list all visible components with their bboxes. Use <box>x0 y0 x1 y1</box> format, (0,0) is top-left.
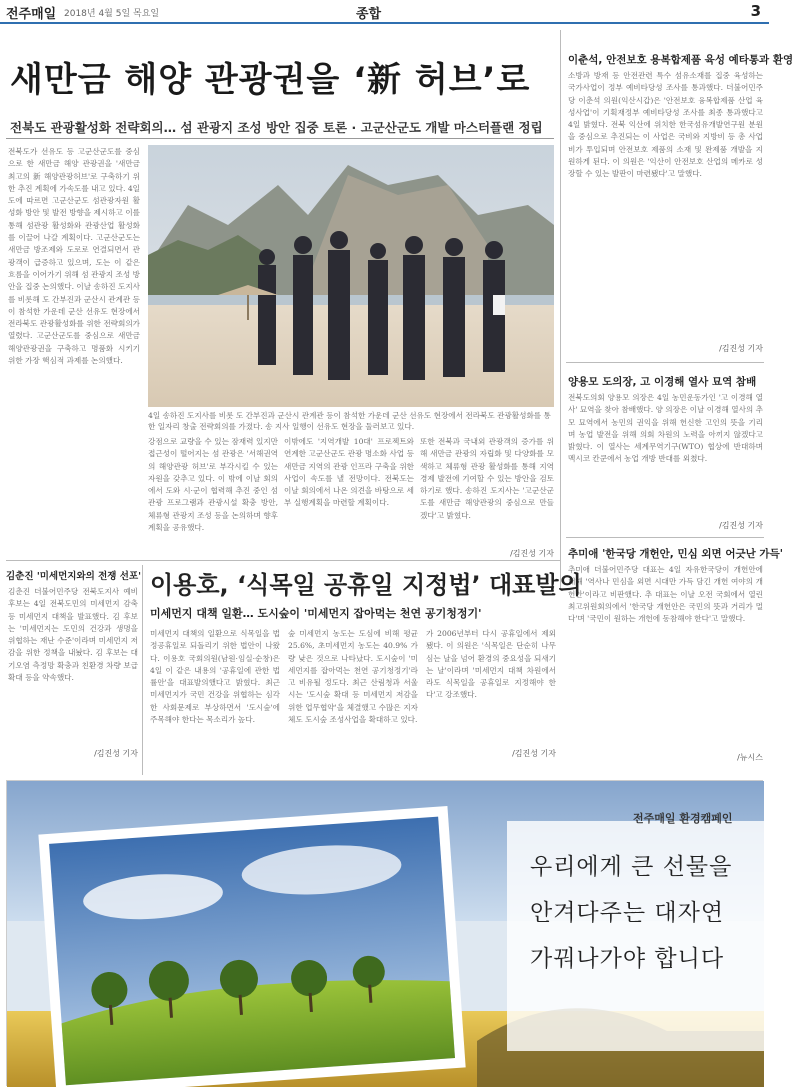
photo-scene <box>148 145 554 407</box>
photo-caption: 4일 송하진 도지사를 비롯 도 간부진과 군산시 관계관 등이 참석한 가운데 군산 선유도 현장에서 전라북도 관광활성화를 통한 일자리 창출 전략회의를 가졌다. 송 지사 일행이 선유도 현장을 둘러보고 있다. <box>148 411 551 431</box>
second-byline: /김진성 기자 <box>512 749 556 758</box>
second-headline: 이용호, ‘식목일 공휴일 지정법’ 대표발의 <box>150 571 582 599</box>
right-story3-headline: 추미애 '한국당 개헌안, 민심 외면 어긋난 가득' <box>568 548 783 560</box>
main-headline: 새만금 해양 관광권을 ‘新 허브’로 <box>10 60 531 100</box>
divider <box>566 537 764 538</box>
ad-campaign-title: 전주매일 환경캠페인 <box>633 812 733 825</box>
ad-artwork <box>7 781 764 1087</box>
second-body-col1: 미세먼지 대책의 일환으로 식목일을 법정공휴일로 되돌리기 위한 법안이 나왔다. 이용호 국회의원(남원·임실·순창)은 4일 이 같은 내용의 '공휴일에 관한 법률안'을 대표발의했다고 밝혔다. 최근 미세먼지가 국민 건강을 위협하는 심각한 사회문제로 부상하면서 '도시숲'에 주목해야 한다는 목소리가 높다. <box>150 629 280 725</box>
column-divider <box>142 565 143 775</box>
masthead: 전주매일 <box>6 7 57 22</box>
main-subheadline: 전북도 관광활성화 전략회의… 섬 관광지 조성 방안 집중 토론 · 고군산군도 개발 마스터플랜 정립 <box>10 120 543 135</box>
second-subheadline: 미세먼지 대책 일환… 도시숲이 '미세먼지 잡아먹는 천연 공기청정기' <box>150 607 482 620</box>
dateline: 2018년 4월 5일 목요일 <box>64 9 160 19</box>
right-story3-byline: /뉴시스 <box>737 753 763 762</box>
section-title: 종합 <box>356 7 382 22</box>
main-photo <box>148 145 554 407</box>
divider <box>566 362 764 363</box>
second-body-col2: 숲 미세먼지 농도는 도심에 비해 평균 25.6%, 초미세먼지 농도는 40.9% 가량 낮은 것으로 나타났다. 도시숲이 '미세먼지를 잡아먹는 천연 공기청정기'라고 비유될 정도다. 최근 산림청과 서울시는 '도시숲 확대 등 미세먼지 저감을 위한 업무협약'을 체결했고 수많은 지자체도 도시숲 조성사업을 확대하고 있다. <box>288 629 418 725</box>
right-story2-body: 전북도의회 양용모 의장은 4일 농민운동가인 '고 이경해 열사' 묘역을 찾아 참배했다. 양 의장은 이날 이경해 열사의 추모 묘역에서 농민의 권익을 위해 헌신한 고인의 뜻을 기리며 농업 발전을 위해 의회 차원의 노력을 아끼지 않겠다고 밝혔다. 이 열사는 세계무역기구(WTO) 협상에 반대하며 멕시코 칸쿤에서 농업 개방 반대를 외쳤다. <box>568 393 763 464</box>
divider <box>6 138 554 139</box>
page-number: 3 <box>750 2 761 20</box>
main-body-col1: 강점으로 교량을 수 있는 잠재력 있지만 접근성이 떨어지는 섬 관광은 '서해권역의 해양관광 허브'로 부각시킬 수 있는 자원을 갖추고 있다. 이 밖에 이날 회의에서 도와 시·군이 협력해 추진 중인 섬 관광 프로그램과 관광시설 확충 방안, 체류형 관광지 조성 등을 논의하며 향후 계획을 공유했다. <box>148 437 278 533</box>
sidebar-headline: 김춘진 '미세먼지와의 전쟁 선포' <box>6 571 142 582</box>
ad-slogan-line: 우리에게 큰 선물을 <box>530 854 733 880</box>
sidebar-byline: /김진성 기자 <box>94 749 138 758</box>
main-body-col2: 이밖에도 '지역개발 10대' 프로젝트와 연계한 고군산군도 관광 명소화 사업 등 새만금 지역의 관광 인프라 구축을 위한 사업이 속도를 낼 전망이다. 전북도는 이날 회의에서 나온 의견을 바탕으로 세부 실행계획을 마련할 계획이다. <box>284 437 414 508</box>
page-header <box>0 0 769 24</box>
divider <box>6 560 560 561</box>
ad-slogan-line: 안겨다주는 대자연 <box>530 900 725 926</box>
main-body-left: 전북도가 선유도 등 고군산군도를 중심으로 한 새만금 해양 관광권을 '새만금 최고의 新 해양관광허브'로 구축하기 위한 추진 계획에 가속도를 내고 있다. 4일 도에 따르면 고군산군도 섬관광자원 활성화 방안 및 발전 방향을 제시하고 이를 통해 섬관광 활성화와 관광산업 활성화를 이끌어 나갈 계획이다. 고군산군도는 새만금 방조제와 도로로 연결되면서 관광객이 급증하고 있으며, 도는 이 같은 흐름을 이어가기 위해 섬 관광지 조성 방안을 집중 논의했다. 이날 송하진 도지사를 비롯해 도 간부진과 군산시 관계관 등이 참석한 가운데 군산 선유도 현장에서 전라북도 관광활성화를 위한 전략회의가 열렸다. 고군산군도를 중심으로 새만금 해양관광권을 구축하고 명품화 시키기 위한 가장 핵심적 과제를 논의했다. <box>8 147 140 366</box>
right-story2-byline: /김진성 기자 <box>719 521 763 530</box>
right-story1-headline: 이춘석, 안전보호 용복합제품 육성 예타통과 환영 <box>568 54 793 66</box>
right-story1-byline: /김진성 기자 <box>719 344 763 353</box>
right-story2-headline: 양용모 도의장, 고 이경해 열사 묘역 참배 <box>568 376 757 388</box>
sidebar-body: 김춘진 더불어민주당 전북도지사 예비후보는 4일 전북도민의 미세먼지 감축 등 미세먼지 대책을 발표했다. 김 후보는 '미세먼지는 도민의 건강과 생명을 위협하는 재난 수준'이라며 미세먼지 저감을 위한 정책을 내놨다. 김 후보는 대기오염 측정망 확충과 친환경 차량 보급 확대 등을 약속했다. <box>8 587 138 683</box>
main-body-col3: 또한 전북과 국내외 관광객의 증가를 위해 새만금 관광의 자립화 및 다양화를 모색하고 체류형 관광 활성화를 통해 지역경제 발전에 기여할 수 있는 방안을 검토하기로 했다. 송하진 도지사는 '고군산군도를 새만금 해양관광의 중심으로 만들겠다'고 밝혔다. <box>420 437 554 520</box>
second-body-col3: 가 2006년부터 다시 공휴일에서 제외됐다. 이 의원은 '식목일은 단순히 나무 심는 날을 넘어 환경의 중요성을 되새기는 날'이라며 '미세먼지 대책 차원에서라도 식목일을 공휴일로 지정해야 한다'고 강조했다. <box>426 629 556 700</box>
main-byline: /김진성 기자 <box>510 549 554 558</box>
right-story3-body: 추미애 더불어민주당 대표는 4일 자유한국당이 개헌안에 대해 '역사나 민심을 외면 시대만 가득 담긴 개헌 여야의 개헌안'이라고 비판했다. 추 대표는 이날 오전 국회에서 열린 최고위원회의에서 '한국당 개헌안은 국민의 뜻과 거리가 멀다'며 '국민이 원하는 개헌에 동참해야 한다'고 말했다. <box>568 565 763 624</box>
right-story1-body: 소방과 방재 등 안전관련 특수 섬유소재를 집중 육성하는 국가사업이 정부 예비타당성 조사를 통과했다. 더불어민주당 이춘석 의원(익산시갑)은 '안전보호 융복합제품 산업 육성사업'이 기획재정부 예비타당성 조사를 최종 통과했다고 4일 밝혔다. 전북 익산에 위치한 한국섬유개발연구원 분원을 중심으로 추진되는 이 사업은 국비와 지방비 등 총 사업비가 투입되며 안전보호 제품의 소재 및 완제품 개발을 지원하게 된다. 이 의원은 '익산이 안전보호 산업의 메카로 성장할 수 있는 발판이 마련됐다'고 말했다. <box>568 71 763 179</box>
column-divider <box>560 30 561 590</box>
ad-slogan-line: 가꿔나가야 합니다 <box>530 946 725 972</box>
